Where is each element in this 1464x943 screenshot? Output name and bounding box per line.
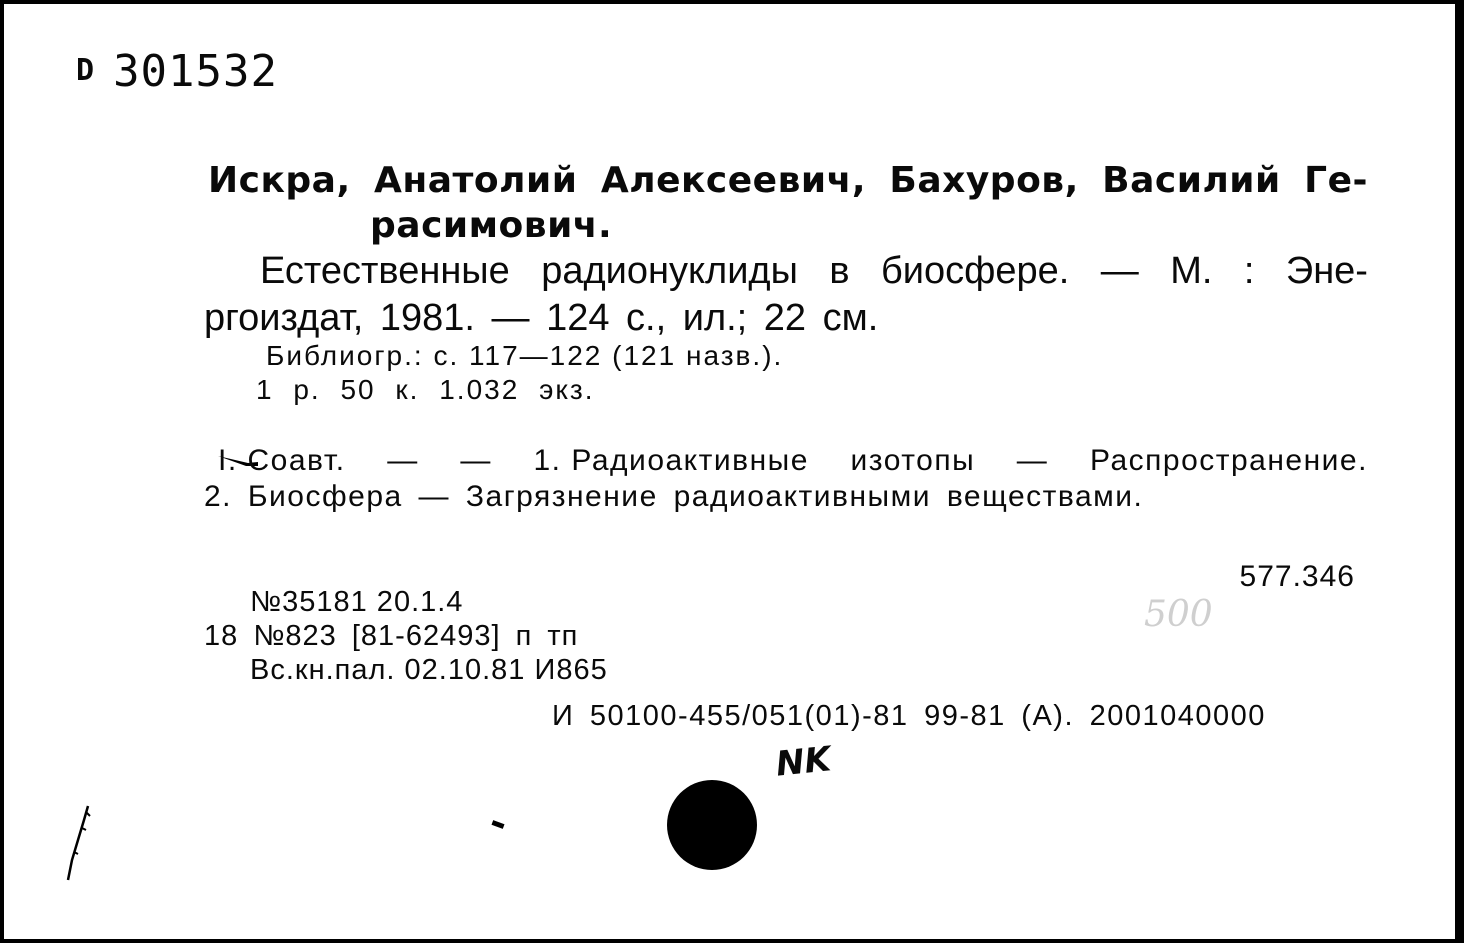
title-word: Естественные xyxy=(260,250,510,292)
author-word: Искра, xyxy=(208,160,351,201)
author-word: Василий xyxy=(1102,160,1281,201)
ink-dash xyxy=(492,820,505,829)
title-word: в xyxy=(829,250,850,292)
author-word: Алексеевич, xyxy=(600,160,866,201)
call-number xyxy=(76,46,278,97)
title-word: : xyxy=(1243,250,1255,292)
faint-stamp: 500 xyxy=(1144,594,1213,635)
author-word: Бахуров, xyxy=(889,160,1079,201)
bibliography-note: Библиогр.: с. 117—122 (121 назв.). xyxy=(266,340,784,371)
subjects-line-2: 2. Биосфера — Загрязнение радиоактивными веществами. xyxy=(204,480,1144,513)
title-line-2: ргоиздат, 1981. — 124 с., ил.; 22 см. xyxy=(204,297,879,339)
udc-code: 577.346 xyxy=(1239,560,1355,593)
title-word: биосфере. xyxy=(880,250,1070,292)
title-word: Эне- xyxy=(1285,250,1368,292)
call-number-prefix: D xyxy=(76,53,96,88)
author-line-2: расимович. xyxy=(370,205,613,246)
subject-part: Распространение. xyxy=(1089,444,1368,477)
price-and-print-run: 1 р. 50 к. 1.032 экз. xyxy=(256,374,595,405)
subject-part: 1. Радиоактивные xyxy=(533,444,809,477)
author-line-1 xyxy=(208,160,1368,201)
punch-hole xyxy=(667,780,757,870)
author-word: Анатолий xyxy=(374,160,578,201)
service-line-1: №35181 20.1.4 xyxy=(250,586,464,618)
title-word: радионуклиды xyxy=(541,250,798,292)
author-word: Ге- xyxy=(1304,160,1368,201)
service-line-4: И 50100-455/051(01)-81 99-81 (А). 2001040000 xyxy=(552,700,1266,732)
call-number-value: 301532 xyxy=(113,46,279,97)
ink-scribble-icon xyxy=(64,804,94,884)
title-line-1 xyxy=(260,250,1368,293)
service-line-2: 18 №823 [81-62493] п тп xyxy=(204,620,579,652)
subject-part: — xyxy=(1016,444,1049,477)
subject-part: — xyxy=(460,444,492,477)
handwritten-mark: NK xyxy=(774,739,833,785)
subjects-line-1 xyxy=(218,444,1368,478)
subject-part: — xyxy=(387,444,419,477)
title-word: — xyxy=(1100,250,1139,292)
service-line-3: Вс.кн.пал. 02.10.81 И865 xyxy=(250,654,608,686)
subject-part: I. Соавт. xyxy=(218,444,346,477)
title-word: М. xyxy=(1170,250,1213,292)
subject-part: изотопы xyxy=(850,444,976,477)
